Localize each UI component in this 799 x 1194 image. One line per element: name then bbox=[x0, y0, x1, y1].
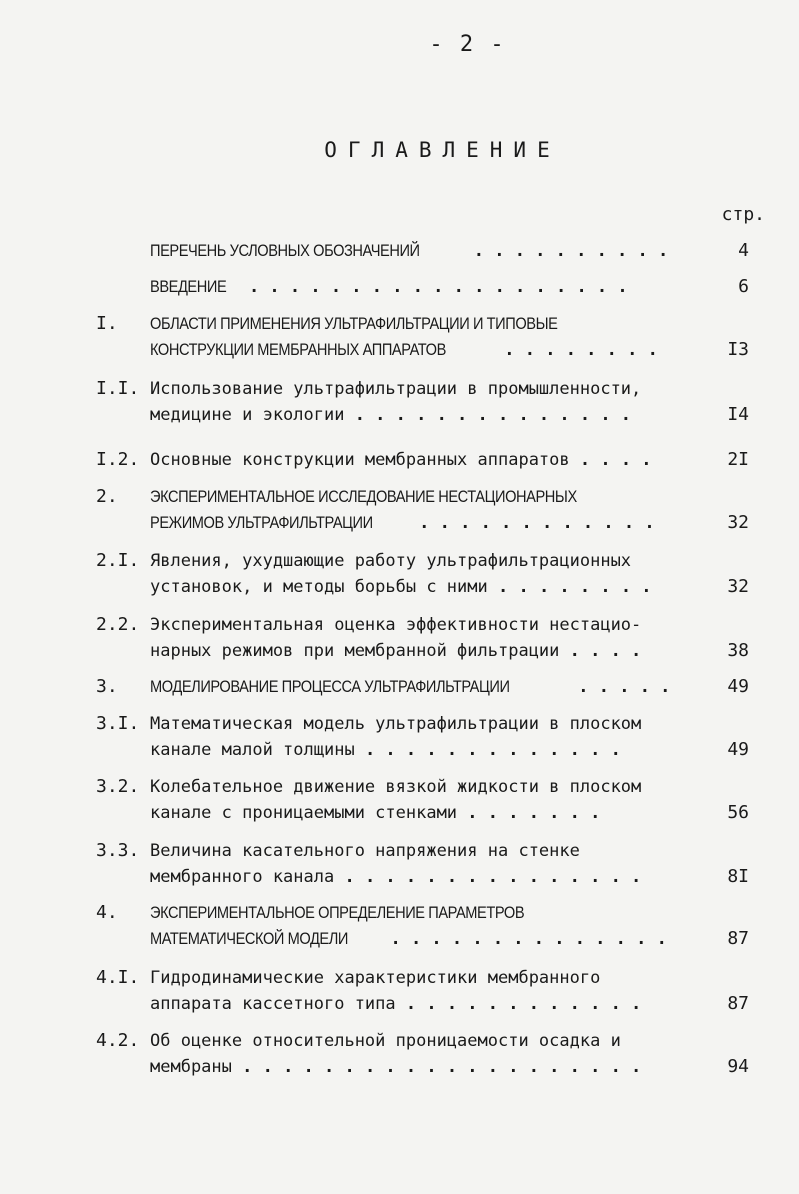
toc-entry-text bbox=[150, 376, 680, 428]
toc-entry-page: 49 bbox=[727, 739, 749, 760]
toc-entry-page: 38 bbox=[727, 640, 749, 661]
toc-entry-line: ВВЕДЕНИЕ . . . . . . . . . . . . . . . . . . . bbox=[150, 277, 628, 297]
toc-entry-page: 2I bbox=[727, 449, 749, 470]
toc-entry-page: 32 bbox=[727, 576, 749, 597]
toc-entry-line: Гидродинамические характеристики мембранного bbox=[150, 968, 601, 988]
toc-entry-line: Об оценке относительной проницаемости осадка и bbox=[150, 1031, 621, 1051]
page-column-label: стр. bbox=[721, 204, 765, 225]
toc-entry-number: 3. bbox=[96, 676, 118, 697]
toc-entry-number: 2.2. bbox=[96, 614, 140, 635]
toc-leader-dots: . . . . . . . . . . . . . . . . . . . bbox=[238, 277, 628, 297]
toc-entry-text bbox=[150, 965, 680, 1017]
toc-entry-text bbox=[150, 447, 680, 473]
toc-entry-line: МАТЕМАТИЧЕСКОЙ МОДЕЛИ . . . . . . . . . . . . . . bbox=[150, 929, 667, 949]
toc-leader-dots: . . . . . . . . bbox=[487, 577, 652, 597]
toc-entry-text bbox=[150, 1028, 680, 1080]
toc-entry-page: 49 bbox=[727, 676, 749, 697]
toc-entry-line: мембранного канала . . . . . . . . . . . . . . . bbox=[150, 867, 642, 887]
toc-entry-page: I4 bbox=[727, 404, 749, 425]
toc-entry-line: Колебательное движение вязкой жидкости в плоском bbox=[150, 777, 642, 797]
toc-entry-line: РЕЖИМОВ УЛЬТРАФИЛЬТРАЦИИ . . . . . . . . . . . . bbox=[150, 513, 655, 533]
toc-leader-dots: . . . . . . . . . . . . . . . bbox=[334, 867, 642, 887]
toc-entry-line: Использование ультрафильтрации в промышленности, bbox=[150, 379, 642, 399]
toc-entry-text bbox=[150, 674, 680, 700]
toc-entry-number: 4.2. bbox=[96, 1030, 140, 1051]
toc-entry-text bbox=[150, 711, 680, 763]
toc-entry-number: 4.I. bbox=[96, 967, 140, 988]
toc-leader-dots: . . . . . . . . . . . . . bbox=[354, 740, 621, 760]
toc-entry-text bbox=[150, 612, 680, 664]
toc-leader-dots: . . . . . bbox=[568, 677, 671, 697]
toc-leader-dots: . . . . . . . . . . . . . . bbox=[344, 405, 632, 425]
toc-entry-page: 32 bbox=[727, 512, 749, 533]
toc-entry-line: КОНСТРУКЦИИ МЕМБРАННЫХ АППАРАТОВ . . . . . . . . bbox=[150, 340, 658, 360]
page-number: - 2 - bbox=[429, 32, 506, 57]
toc-entry-line: мембраны . . . . . . . . . . . . . . . . . . . . bbox=[150, 1057, 642, 1077]
toc-leader-dots: . . . . . . . . . . . . bbox=[408, 513, 655, 533]
toc-entry-line: медицине и экологии . . . . . . . . . . . . . . bbox=[150, 405, 632, 425]
toc-entry-text bbox=[150, 274, 680, 300]
toc-entry-number: 3.I. bbox=[96, 713, 140, 734]
toc-entry-page: 56 bbox=[727, 802, 749, 823]
toc-entry-number: 2.I. bbox=[96, 550, 140, 571]
toc-entry-line: ЭКСПЕРИМЕНТАЛЬНОЕ ОПРЕДЕЛЕНИЕ ПАРАМЕТРОВ bbox=[150, 903, 525, 922]
toc-entry-number: 4. bbox=[96, 902, 118, 923]
toc-entry-page: 94 bbox=[727, 1056, 749, 1077]
toc-entry-text bbox=[150, 311, 680, 363]
toc-entry-text bbox=[150, 548, 680, 600]
toc-entry-text bbox=[150, 774, 680, 826]
toc-entry-page: 6 bbox=[738, 276, 749, 297]
toc-entry-number: 2. bbox=[96, 486, 118, 507]
toc-entry-text bbox=[150, 238, 680, 264]
toc-entry-line: установок, и методы борьбы с ними . . . . . . . . bbox=[150, 577, 652, 597]
toc-leader-dots: . . . . . . . . . . . . bbox=[395, 994, 642, 1014]
toc-entry-line: Явления, ухудшающие работу ультрафильтрационных bbox=[150, 551, 632, 571]
toc-entry-text bbox=[150, 900, 680, 952]
toc-entry-page: I3 bbox=[727, 339, 749, 360]
toc-entry-line: МОДЕЛИРОВАНИЕ ПРОЦЕССА УЛЬТРАФИЛЬТРАЦИИ . . . . . bbox=[150, 677, 671, 697]
toc-entry-line: ПЕРЕЧЕНЬ УСЛОВНЫХ ОБОЗНАЧЕНИЙ . . . . . . . . . . bbox=[150, 241, 669, 261]
toc-entry-line: канале малой толщины . . . . . . . . . . . . . bbox=[150, 740, 621, 760]
toc-entry-line: Основные конструкции мембранных аппаратов . . . . bbox=[150, 450, 652, 470]
toc-leader-dots: . . . . . . . . . . bbox=[463, 241, 669, 261]
toc-entry-page: 87 bbox=[727, 928, 749, 949]
toc-entry-text bbox=[150, 484, 680, 536]
toc-entry-number: 3.2. bbox=[96, 776, 140, 797]
toc-leader-dots: . . . . . . . bbox=[457, 803, 601, 823]
toc-leader-dots: . . . . . . . . . . . . . . . . . . . . bbox=[231, 1057, 642, 1077]
toc-entry-number: I.2. bbox=[96, 449, 140, 470]
toc-entry-line: нарных режимов при мембранной фильтрации . . . . bbox=[150, 641, 642, 661]
toc-leader-dots: . . . . . . . . . . . . . . bbox=[380, 929, 667, 949]
toc-entry-line: Величина касательного напряжения на стенке bbox=[150, 841, 580, 861]
toc-entry-number: I.I. bbox=[96, 378, 140, 399]
toc-entry-line: ОБЛАСТИ ПРИМЕНЕНИЯ УЛЬТРАФИЛЬТРАЦИИ И ТИПОВЫЕ bbox=[150, 314, 558, 333]
toc-entry-number: 3.3. bbox=[96, 840, 140, 861]
toc-leader-dots: . . . . bbox=[559, 641, 642, 661]
toc-entry-page: 4 bbox=[738, 240, 749, 261]
toc-entry-number: I. bbox=[96, 313, 118, 334]
toc-entry-page: 87 bbox=[727, 993, 749, 1014]
toc-leader-dots: . . . . bbox=[569, 450, 652, 470]
toc-title: ОГЛАВЛЕНИЕ bbox=[324, 138, 561, 162]
toc-entry-line: ЭКСПЕРИМЕНТАЛЬНОЕ ИССЛЕДОВАНИЕ НЕСТАЦИОНАРНЫХ bbox=[150, 487, 577, 506]
toc-entry-text bbox=[150, 838, 680, 890]
toc-entry-line: Математическая модель ультрафильтрации в плоском bbox=[150, 714, 642, 734]
toc-entry-page: 8I bbox=[727, 866, 749, 887]
toc-entry-line: канале с проницаемыми стенками . . . . . . . bbox=[150, 803, 601, 823]
toc-leader-dots: . . . . . . . . bbox=[494, 340, 658, 360]
toc-entry-line: Экспериментальная оценка эффективности нестацио- bbox=[150, 615, 642, 635]
toc-entry-line: аппарата кассетного типа . . . . . . . . . . . . bbox=[150, 994, 642, 1014]
